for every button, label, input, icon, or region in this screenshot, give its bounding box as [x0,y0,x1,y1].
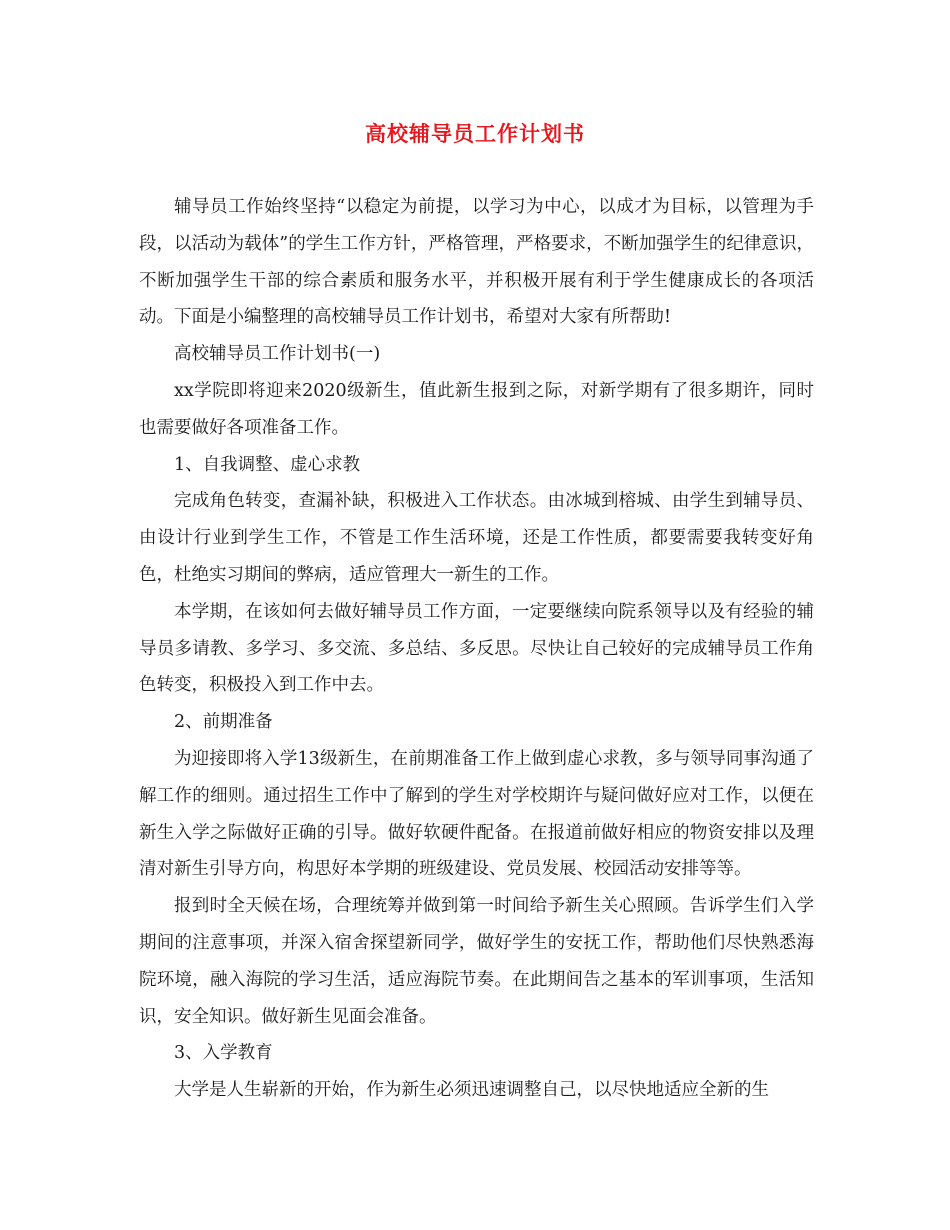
item-heading-2: 2、前期准备 [174,712,273,733]
intro-paragraph: 辅导员工作始终坚持“以稳定为前提，以学习为中心，以成才为目标，以管理为手段，以活动为载体”的学生工作方针，严格管理，严格要求，不断加强学生的纪律意识，不断加强学生干部的综合素质和服务水平，并积极开展有利于学生健康成长的各项活动。下面是小编整理的高校辅导员工作计划书，希望对大家有所帮助! [139,197,814,328]
paragraph-role-change: 完成角色转变，查漏补缺，积极进入工作状态。由冰城到榕城、由学生到辅导员、由设计行业到学生工作，不管是工作生活环境，还是工作性质，都要需要我转变好角色，杜绝实习期间的弊病，适应管理大一新生的工作。 [139,491,814,585]
item-heading-1: 1、自我调整、虚心求教 [174,454,361,475]
paragraph-orientation: 大学是人生崭新的开始，作为新生必须迅速调整自己，以尽快地适应全新的生 [174,1080,769,1101]
paragraph-this-semester: 本学期，在该如何去做好辅导员工作方面，一定要继续向院系领导以及有经验的辅导员多请教、多学习、多交流、多总结、多反思。尽快让自己较好的完成辅导员工作角色转变，积极投入到工作中去。 [139,601,814,696]
paragraph-preparation: 为迎接即将入学13级新生，在前期准备工作上做到虚心求教，多与领导同事沟通了解工作的细则。通过招生工作中了解到的学生对学校期许与疑问做好应对工作，以便在新生入学之际做好正确的引导。做好软硬件配备。在报道前做好相应的物资安排以及理清对新生引导方向，构思好本学期的班级建设、党员发展、校园活动安排等等。 [139,748,814,880]
paragraph-new-students: xx学院即将迎来2020级新生，值此新生报到之际，对新学期有了很多期许，同时也需要做好各项准备工作。 [139,380,814,438]
paragraph-registration: 报到时全天候在场，合理统筹并做到第一时间给予新生关心照顾。告诉学生们入学期间的注意事项，并深入宿舍探望新同学，做好学生的安抚工作，帮助他们尽快熟悉海院环境，融入海院的学习生活，适应海院节奏。在此期间告之基本的军训事项，生活知识，安全知识。做好新生见面会准备。 [139,896,814,1027]
document-body [139,189,814,1109]
document-title: 高校辅导员工作计划书 [365,121,585,146]
section-heading-plan-one: 高校辅导员工作计划书(一) [174,344,381,365]
item-heading-3: 3、入学教育 [174,1043,273,1064]
